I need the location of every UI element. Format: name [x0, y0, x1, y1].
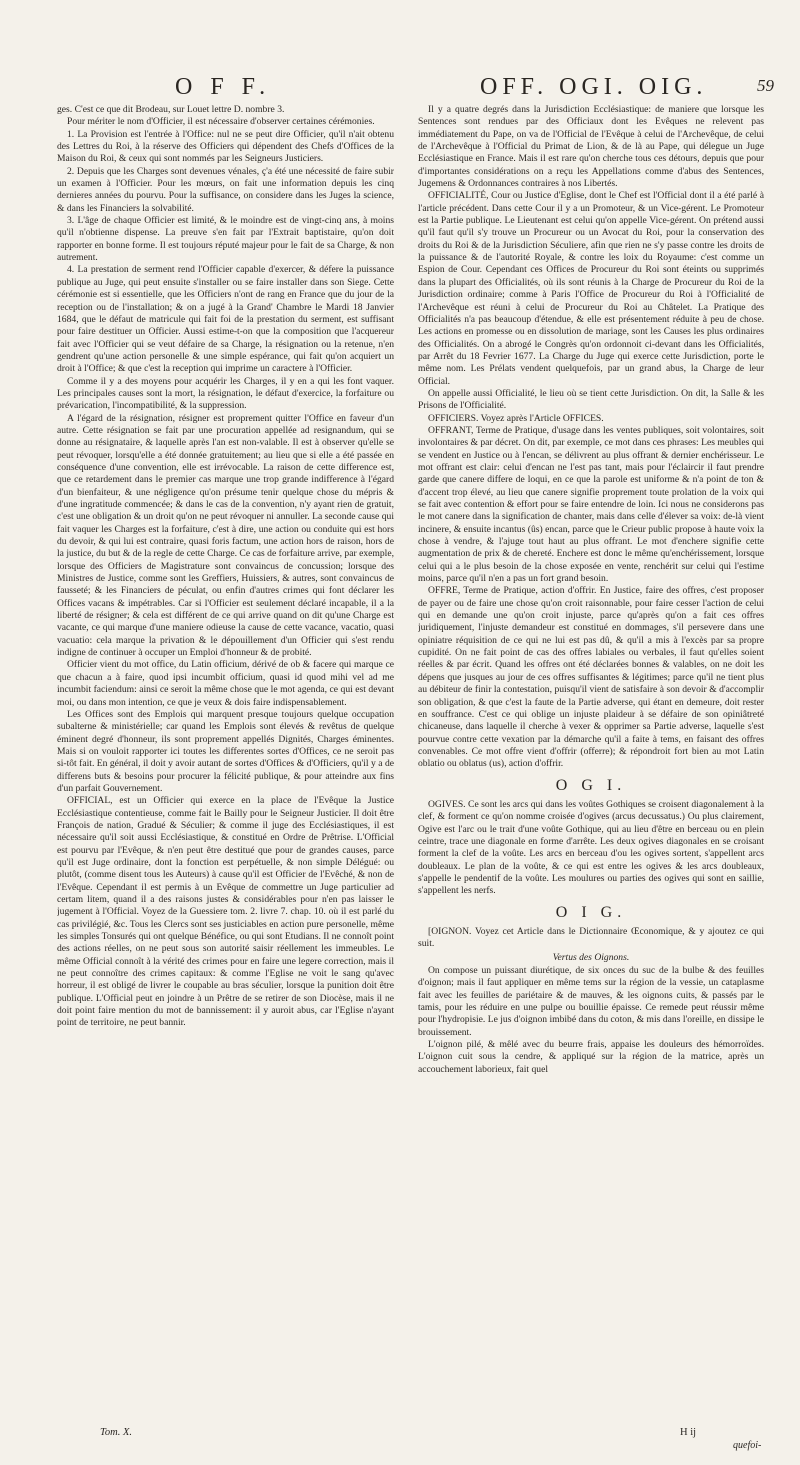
signature-mark: H ij	[680, 1427, 697, 1438]
paragraph: Officier vient du mot office, du Latin officium, dérivé de ob & facere qui marque ce que chacun a à faire, quod ipsi incumbit officium, quasi id quod mihi vel ad me incumbit faciendum: ainsi ce seroit la même chose que le mot agenda, ce qui est devant moi, ou dans mon intention, ce que je veux & dois faire indispensablement.	[57, 659, 394, 708]
section-heading: O I G.	[555, 903, 627, 921]
catchword: quefoi-	[733, 1440, 762, 1451]
paragraph: OGIVES. Ce sont les arcs qui dans les voûtes Gothiques se croisent diagonalement à la clef, & forment ce qu'on nomme croisée d'ogives (arcus decussatus.) Ou plus clairement, Ogive est l'arc ou le trait d'une voûte Gothique, qui au lieu d'être en berceau ou en plein ceintre, trace une diagonale en forme d'arrête. Les deux ogives diagonales en se croisant forment la clef de la voûte. Les arcs en berceau d'ou les ogives sortent, s'appellent arcs doubleaux. Le plan de la voûte, & ce qui est entre les ogives & les arcs doubleaux, s'appelle le pendentif de la voûte. Les moulures ou parties des ogives qui sont en saillie, s'appellent les nerfs.	[418, 798, 764, 897]
paragraph: OFFRANT, Terme de Pratique, d'usage dans les ventes publiques, soit volontaires, soit involontaires & par décret. On dit, par exemple, ce mot dans ces phrases: Les meubles qui se vendent en Justice ou à l'encan, se délivrent au plus offrant & dernier enchérisseur. Le mot offrant est clair: celui d'encan ne l'est pas tant, mais pour l'éclaircir il faut prendre garde que canere differe de loqui, en ce que la parole est uniforme & n'a point de ton & d'accent trop élevé, au lieu que canere signifie proprement toute prolation de la voix qui se fait avec contention & effort pour se faire entendre de loin. Ici nous ne considerons pas le mot canere dans la signification de chanter, mais dans celle d'élever sa voix: de-là vient incinere, & ensuite incantus (ûs) encan, parce que le Crieur public propose à haute voix la chose à vendre, & l'ajuge tout haut au plus offrant. Le mot d'enchere signifie cette augmentation de prix & de chereté. Enchere est donc le même qu'enchérissement, lorsque celui qui a le plus besoin de la chose exposée en vente, renchérit sur celui qui l'estime moins, parce qu'il n'en a pas un fort grand besoin.	[418, 424, 764, 585]
paragraph: 4. La prestation de serment rend l'Officier capable d'exercer, & défere la puissance publique au Juge, qui peut ensuite s'installer ou se faire installer dans son Siege. Cette cérémonie est si essentielle, que les Officiers n'ont de rang en France que du jour de la reception ou de l'installation; & on a jugé à la Grand' Chambre le Mardi 18 Janvier 1684, que le défaut de matricule qui fait foi de la prestation du serment, est suffisant pour faire destituer un Officier. Aussi estime-t-on que la composition que l'acquereur fait avec l'Officier qui se veut défaire de sa Charge, la résignation ou la retenue, n'en gendrent qu'une action personelle & une simple espérance, qui fait qu'on acquiert un droit à l'Office; & que c'est la reception qui imprime un caractere à l'Officier.	[57, 264, 394, 375]
paragraph: ges. C'est ce que dit Brodeau, sur Louet lettre D. nombre 3.	[57, 104, 285, 115]
paragraph: [OIGNON. Voyez cet Article dans le Dictionnaire Œconomique, & y ajoutez ce qui suit.	[418, 926, 764, 950]
paragraph: 3. L'âge de chaque Officier est limité, & le moindre est de vingt-cinq ans, à moins qu'il n'obtienne dispense. La preuve s'en fait par l'Extrait baptistaire, qu'on doit rapporter en bonne forme. Il est toujours réputé majeur pour le fait de sa Charge, & non autrement.	[57, 215, 394, 264]
paragraph: L'oignon pilé, & mêlé avec du beurre frais, appaise les douleurs des hémorroïdes. L'oignon cuit sous la cendre, & appliqué sur la région de la matrice, après un accouchement laborieux, fait quel	[418, 1039, 764, 1075]
paragraph: On compose un puissant diurétique, de six onces du suc de la bulbe & des feuilles d'oignon; mais il faut appliquer en même tems sur la région de la vessie, un cataplasme fait avec les feuilles de pariétaire & de mauves, & les oignons cuits, & passés par le tamis, pour les réduire en une pulpe ou bouillie épaisse. Ce remede peut réussir même pour l'hydropisie. Le jus d'oignon imbibé dans du coton, & mis dans l'oreille, en dissipe le brouissement.	[418, 965, 764, 1038]
paragraph: Les Offices sont des Emplois qui marquent presque toujours quelque occupation subalterne & ministérielle; car quand les Emplois sont élevés & revêtus de quelque éminent degré d'honneur, ils sont proprement appellés Dignités, Charges éminentes. Mais si on vouloit rapporter ici toutes les differentes sortes d'Offices, ce ne seroit pas si-tôt fait. En général, il doit y avoir autant de sortes d'Offices & d'Officiers, qu'il y a de differens buts & besoins pour procurer la félicité publique, & pour atteindre aux fins d'un parfait Gouvernement.	[57, 708, 394, 794]
running-head	[0, 74, 800, 104]
paragraph: Il y a quatre degrés dans la Jurisdiction Ecclésiastique: de maniere que lorsque les Sentences sont rendues par des Officiaux dont les Evêques ne relevent pas immédiatement du Pape, on va de l'Official de l'Evêque à celui de l'Archevêque, de celui de l'Archevêque à l'Official du Primat de Lion, & de là au Pape, qui délegue un Juge Ecclésiastique en France. Mais il est rare qu'on cherche tous ces détours, depuis que pour d'importantes considérations on a reçu les Appellations comme d'abus des Sentences, Jugemens & Ordonnances contraires à nos Libertés.	[418, 104, 764, 190]
subheading: Vertus des Oignons.	[552, 951, 630, 963]
left-column	[57, 104, 394, 1434]
paragraph: Comme il y a des moyens pour acquérir les Charges, il y en a qui les font vaquer. Les principales causes sont la mort, la résignation, le défaut d'exercice, la forfaiture ou prévarication, l'incompatibilité, & la suppression.	[57, 375, 394, 412]
paragraph: OFFICIERS. Voyez après l'Article OFFICES.	[428, 412, 604, 424]
paragraph: A l'égard de la résignation, résigner est proprement quitter l'Office en faveur d'un autre. Cette résignation se fait par une procuration appellée ad resignandum, qui se donne au résignataire, & laquelle après l'an est non-valable. Il est à observer qu'elle se peut révoquer, lorsqu'elle a été donnée gratuitement; au lieu que si elle a été passée en conséquence d'une convention, elle est irrévocable. La raison de cette difference est, que ce retardement dans le premier cas marque une trop grande indifference à l'égard d'un bienfaiteur, & une négligence qu'on présume tenir quelque chose du mépris & d'une ingratitude commencée; & dans le cas de la convention, n'y ayant rien de gratuit, c'est une obligation & un droit qu'on ne peut révoquer ni annuller. La seconde cause qui fait vaquer les Charges est la forfaiture, c'est à dire, une action ou conduite qui est hors du devoir, & qui lui est contraire, quasi foris factum, une action hors de raison, hors de la justice, du but & de la regle de cette Charge. Ce cas de forfaiture arrive, par exemple, lorsque des Officiers de Magistrature sont convaincus de concussion; lorsque des Ministres de Justice, comme sont les Greffiers, Huissiers, & autres, sont convaincus de fausseté; & les Financiers de péculat, ou enfin d'autres crimes qui font déclarer les Offices vacans & impétrables. Car si l'Officier est seulement déclaré incapable, il a la liberté de résigner; & cela est différent de ce qui arrive quand on dit qu'une Charge est vacante, ce qui marque d'une maniere odieuse la cause de cette vacance, vacatio, quasi vacuatio: cela marque la privation & le dépouillement d'un Officier qui s'est rendu indigne de continuer à occuper un Emploi d'honneur & de probité.	[57, 412, 394, 659]
running-head-right: OFF. OGI. OIG.	[480, 74, 708, 100]
paragraph: 2. Depuis que les Charges sont devenues vénales, ç'a été une nécessité de faire subir un examen à l'Officier. Pour les mœurs, on fait une information depuis les cinq dernieres années du pourvu. Pour la suffisance, on considere dans les Juges la science, & dans les Financiers la solvabilité.	[57, 165, 394, 214]
volume-mark: Tom. X.	[100, 1427, 132, 1438]
right-column	[418, 104, 764, 1404]
paragraph: 1. La Provision est l'entrée à l'Office: nul ne se peut dire Officier, qu'il n'ait obtenu des Lettres du Roi, à la réserve des Officiers qui dépendent des Chefs d'Offices de la Maison du Roi, & ceux qui sont nommés par les Seigneurs Justiciers.	[57, 128, 394, 165]
page-number: 59	[757, 76, 774, 95]
paragraph: OFFICIAL, est un Officier qui exerce en la place de l'Evêque la Justice Ecclésiastique contentieuse, comme fait le Bailly pour le Seigneur Justicier. Il doit être François de nation, Gradué & Séculier; & comme il juge des Ecclésiastiques, il est nécessaire qu'il soit aussi Ecclésiastique, & constitué en Ordre de Prêtrise. L'Official est pourvu par l'Evêque, & n'en peut être destitué que pour de grandes causes, parce qu'il est Juge ordinaire, dont la fonction est perpétuelle, & non simple Délégué: ou plutôt, (comme disent tous les Auteurs) à cause qu'il est Officier de l'Evêché, & non de l'Evêque. Cependant il est permis à un Evêque de commettre un Juge particulier ad certam litem, quand il a des raisons justes & considérables pour n'en pas laisser le jugement à l'Official. Voyez de la Guessiere tom. 2. livre 7. chap. 10. où il est parlé du cas privilégié, &c. Tous les Clercs sont ses justiciables en action pure personelle, même les simples Tonsurés qui ont quelque Bénéfice, ou qui sont Etudians. Il ne connoît point des actions réelles, on ne peut sous son autorité saisir réellement les immeubles. Le même Official connoît à la vérité des crimes pour en faire une legere correction, mais il ne peut connoître des crimes capitaux: & comme l'Eglise ne voit le sang qu'avec horreur, il est obligé de livrer le coupable au bras séculier, lorsque la punition doit être publique. L'Official peut en joindre à un Prêtre de se retirer de son Diocèse, mais il ne doit point faire mention du mot de bannissement: il y auroit abus, car l'Eglise n'ayant point de territoire, ne peut bannir.	[57, 795, 394, 1029]
paragraph: OFFRE, Terme de Pratique, action d'offrir. En Justice, faire des offres, c'est proposer de payer ou de faire une chose qu'on croit raisonnable, pour faire cesser l'action de celui qui en demande une qu'on croit injuste, parce qu'après qu'on a fait ces offres juridiquement, l'injuste demandeur est constitué en dommages, s'il persevere dans une opiniatre réquisition de ce qui ne lui est pas dû, & qu'il a mis à l'excès par sa propre cupidité. On ne fait point de cas des offres labiales ou verbales, il faut qu'elles soient réelles & par écrit. Quand les offres ont été déclarées bonnes & valables, on ne doit les dépens que jusques au jour de ces offres suffisantes & légitimes; parce qu'il ne tient plus au débiteur de finir la contestation, puisqu'il vient de satisfaire à son devoir & d'accomplir son obligation, & que c'est la faute de la Partie adverse, qui étant en demeure, doit rester en souffrance. C'est ce qui oblige un injuste plaideur à se défaire de son opiniâtreté chicaneuse, dans laquelle il cherche à vexer & opprimer sa Partie adverse, laquelle s'est pourvue contre cette vexation par la démarche qu'il a faite à tems, en faisant des offres convenables. Ce mot offre vient d'offrir (offerre); & répondroit fort bien au mot Latin oblatio ou oblatus (us), action d'offrir.	[418, 585, 764, 770]
paragraph: Pour mériter le nom d'Officier, il est nécessaire d'observer certaines cérémonies.	[67, 116, 375, 128]
running-head-left: O F F.	[175, 74, 272, 100]
paragraph: OFFICIALITÉ, Cour ou Justice d'Eglise, dont le Chef est l'Official dont il a été parlé à l'article précédent. Dans cette Cour il y a un Promoteur, & un Vice-gérent. Le Promoteur est la Partie publique. Le Lieutenant est celui qu'on appelle Vice-gérent. On prétend aussi qu'il faut qu'il s'y trouve un Procureur ou un Avocat du Roi, pour la conservation des droits du Roi & de la Jurisdiction Séculiere, afin que rien ne s'y passe contre les droits de la puissance & de l'autorité Royale, & contre les loix du Royaume: c'est comme un Espion de Cour. Cependant ces Offices de Procureur du Roi sont éteints ou supprimés dans la plupart des Officialités, où ils sont réunis à la Charge de Procureur du Roi de la Jurisdiction ordinaire; comme à Paris l'Office de Procureur du Roi à l'Officialité de l'Archevêque est réuni à celui de Procureur du Roi au Châtelet. La Pratique des Officialités n'a pas beaucoup d'étendue, & elle est présentement réduite à peu de chose. Les actions en promesse ou en dissolution de mariage, sont les Causes les plus ordinaires des Officialités. On a abrogé le Congrès qu'on ordonnoit ci-devant dans les Officialités, par Arrêt du 18 Fevrier 1677. La Charge du Juge qui exerce cette Jurisdiction, porte le même nom. Les Prélats vendent quelquefois, par un grand abus, la Charge de leur Official.	[418, 190, 764, 387]
paragraph: On appelle aussi Officialité, le lieu où se tient cette Jurisdiction. On dit, la Salle & les Prisons de l'Officialité.	[418, 387, 764, 412]
section-heading: O G I.	[555, 776, 627, 794]
